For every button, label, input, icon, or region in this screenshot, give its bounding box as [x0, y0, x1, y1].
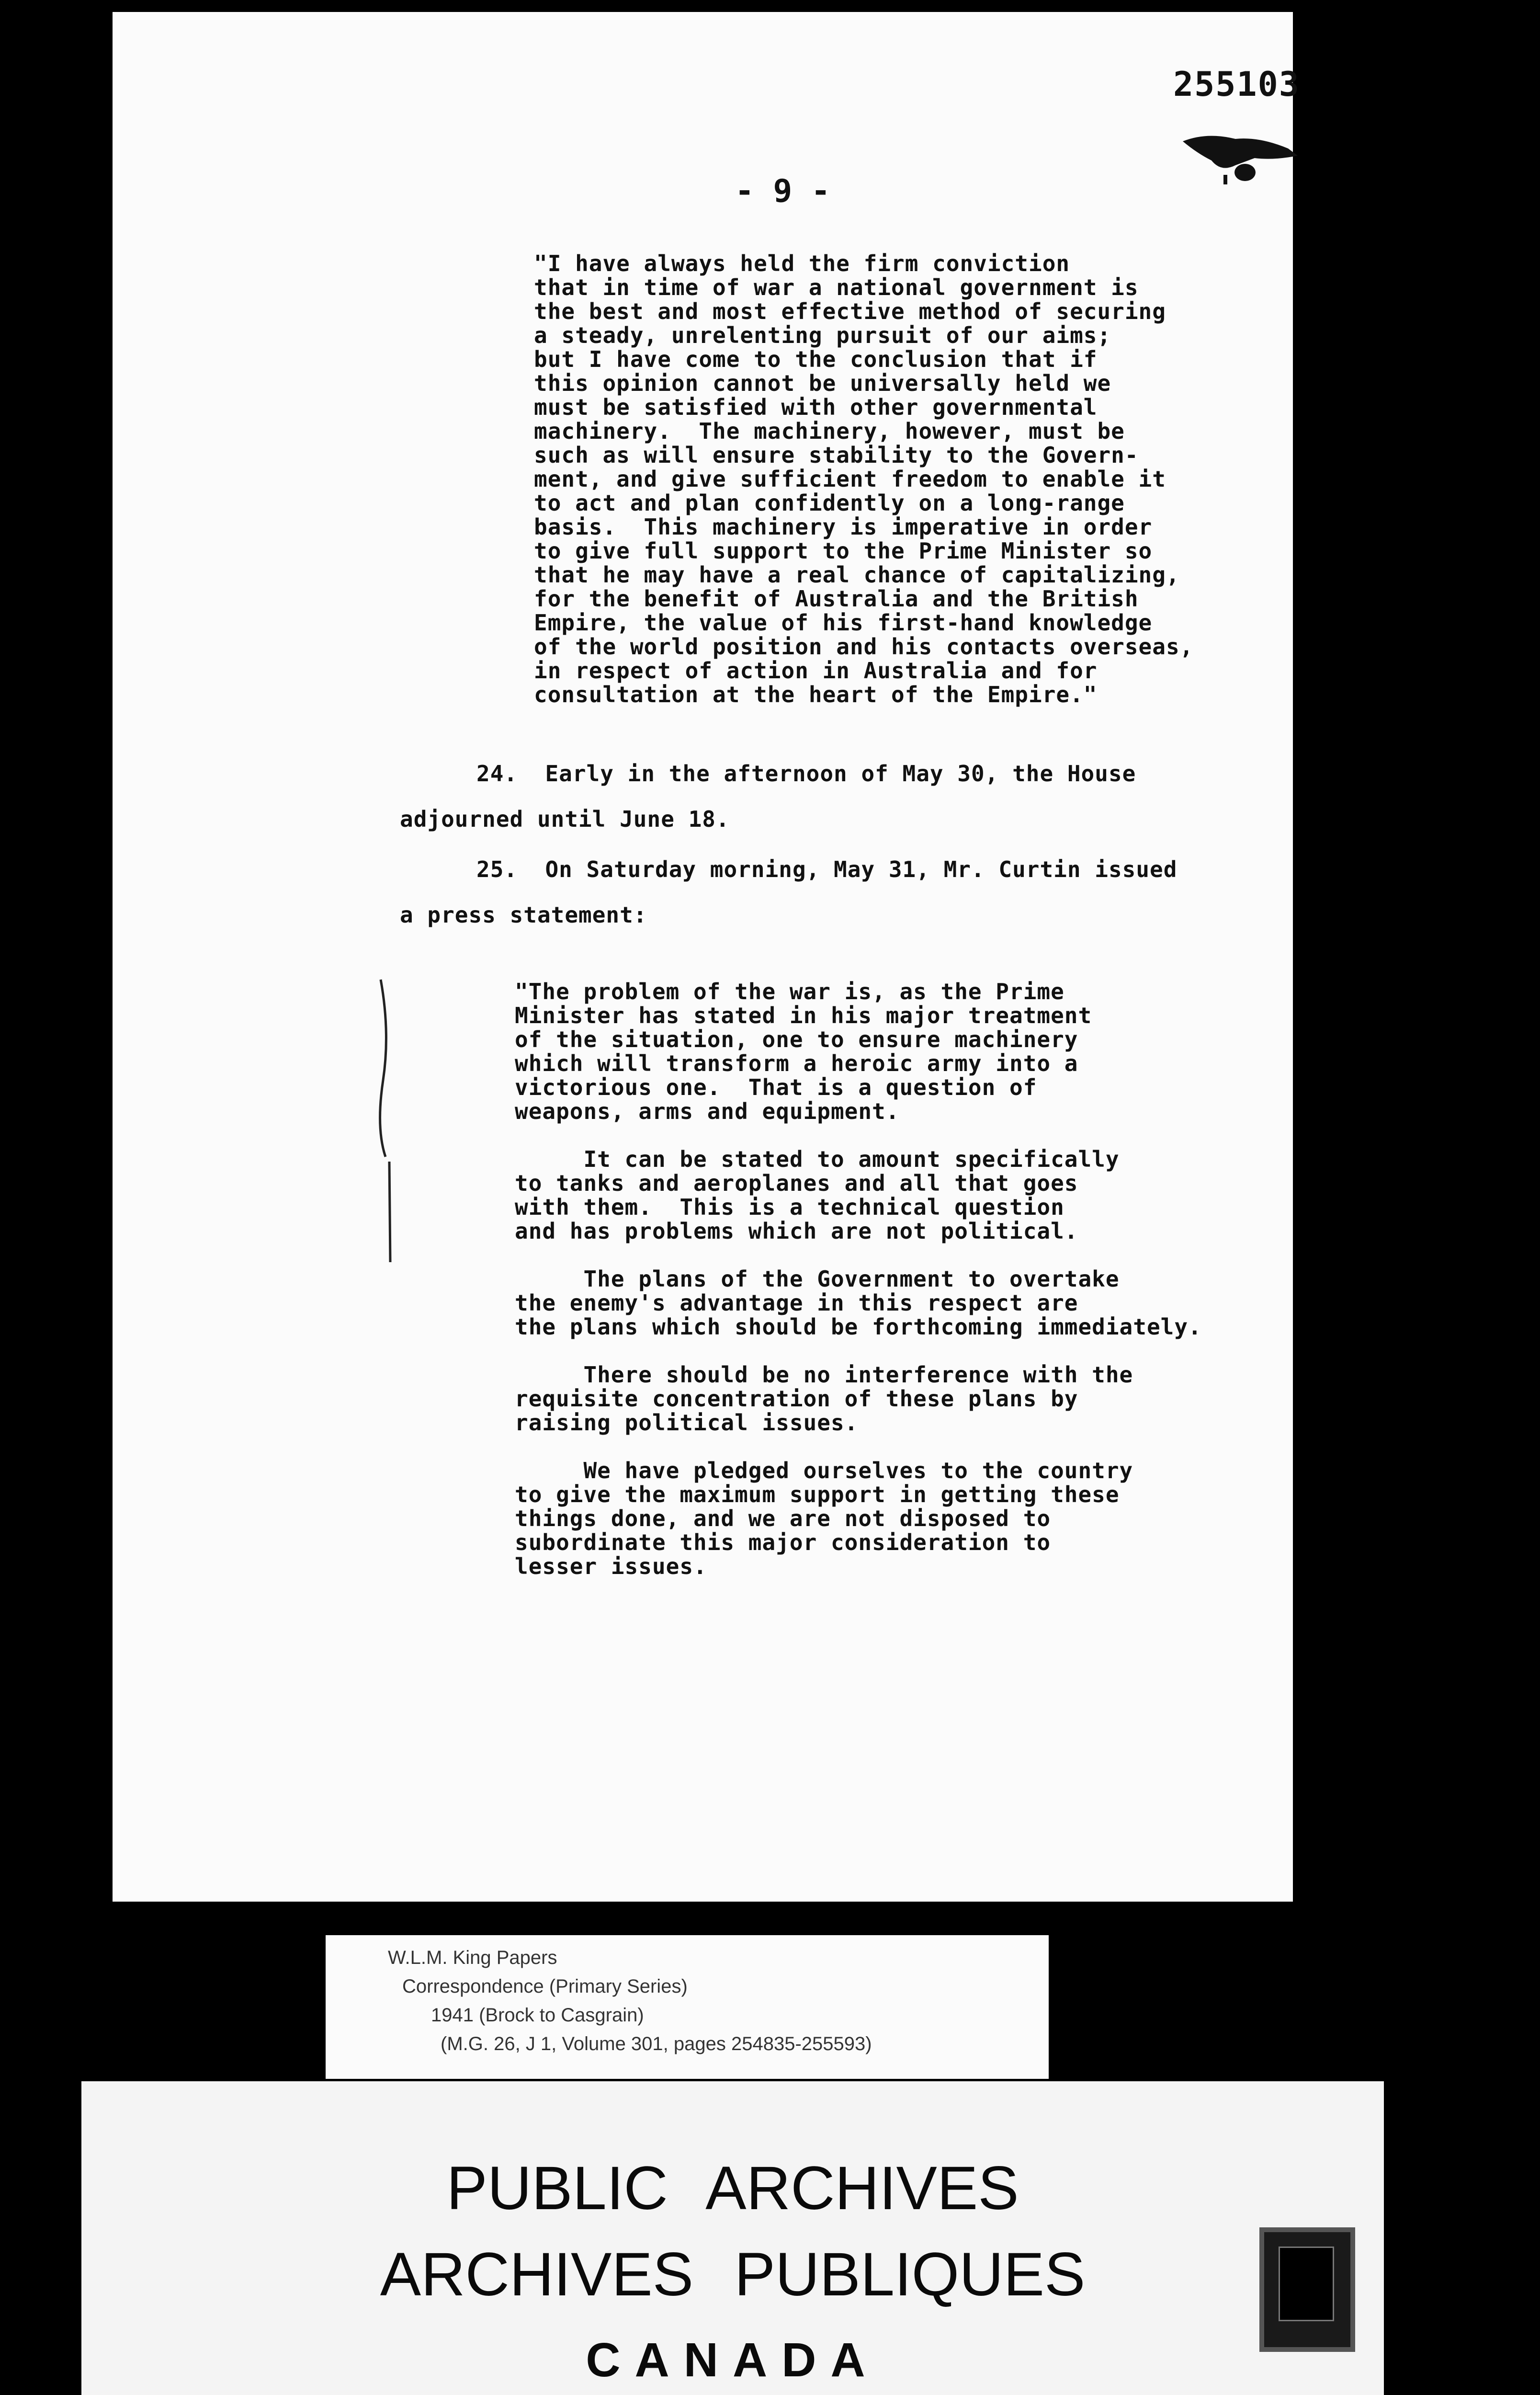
- text-line: in respect of action in Australia and for: [534, 658, 1098, 684]
- text-line: requisite concentration of these plans by: [515, 1386, 1078, 1412]
- text-line: Empire, the value of his first-hand knowledge: [534, 610, 1153, 636]
- text-line: a steady, unrelenting pursuit of our aims;: [534, 322, 1111, 348]
- archive-card: [81, 2081, 1384, 2395]
- text-line: "The problem of the war is, as the Prime: [515, 979, 1064, 1004]
- text-line: of the world position and his contacts overseas,: [534, 634, 1194, 660]
- text-line: consultation at the heart of the Empire.": [534, 682, 1098, 707]
- text-line: [515, 1339, 1202, 1363]
- paragraph-25-line-2: a press statement:: [400, 902, 647, 928]
- paragraph-24-line-1: 24. Early in the afternoon of May 30, the House: [476, 761, 1136, 787]
- text-line: to give the maximum support in getting these: [515, 1482, 1120, 1507]
- paragraph-24-line-2: adjourned until June 18.: [400, 806, 730, 832]
- text-line: There should be no interference with the: [515, 1362, 1133, 1388]
- catalog-label: [326, 1935, 1049, 2079]
- text-line: that he may have a real chance of capitalizing,: [534, 562, 1180, 588]
- label-line-4: (M.G. 26, J 1, Volume 301, pages 254835-255593): [441, 2033, 872, 2054]
- text-line: and has problems which are not political.: [515, 1218, 1078, 1244]
- archive-title-en: PUBLIC ARCHIVES: [446, 2154, 1019, 2223]
- text-line: the plans which should be forthcoming immediately.: [515, 1314, 1202, 1340]
- text-line: raising political issues.: [515, 1410, 859, 1436]
- label-line-3: 1941 (Brock to Casgrain): [431, 2005, 644, 2026]
- label-line-1: W.L.M. King Papers: [388, 1947, 557, 1968]
- text-line: must be satisfied with other governmental: [534, 394, 1098, 420]
- stamp-number: 255103: [1173, 65, 1300, 104]
- text-line: lesser issues.: [515, 1553, 707, 1579]
- text-line: the enemy's advantage in this respect are: [515, 1290, 1078, 1316]
- text-line: the best and most effective method of securing: [534, 298, 1166, 324]
- text-line: ment, and give sufficient freedom to enable it: [534, 466, 1166, 492]
- text-line: to act and plan confidently on a long-range: [534, 490, 1125, 516]
- paragraph-25-line-1: 25. On Saturday morning, May 31, Mr. Curtin issued: [476, 856, 1178, 882]
- text-line: that in time of war a national government is: [534, 274, 1139, 300]
- text-line: but I have come to the conclusion that if: [534, 346, 1098, 372]
- text-line: for the benefit of Australia and the British: [534, 586, 1139, 612]
- page-number: - 9 -: [735, 172, 830, 209]
- text-line: [515, 1123, 1202, 1147]
- text-line: to tanks and aeroplanes and all that goes: [515, 1170, 1078, 1196]
- text-line: It can be stated to amount specifically: [515, 1146, 1120, 1172]
- text-line: machinery. The machinery, however, must be: [534, 418, 1125, 444]
- text-line: which will transform a heroic army into a: [515, 1050, 1078, 1076]
- text-line: things done, and we are not disposed to: [515, 1505, 1051, 1531]
- archive-title-fr: ARCHIVES PUBLIQUES: [380, 2240, 1086, 2309]
- text-line: to give full support to the Prime Minister so: [534, 538, 1153, 564]
- quote-block-1: [534, 251, 1193, 707]
- text-line: [515, 1435, 1202, 1459]
- text-line: basis. This machinery is imperative in order: [534, 514, 1153, 540]
- label-line-2: Correspondence (Primary Series): [402, 1976, 688, 1997]
- text-line: Minister has stated in his major treatment: [515, 1003, 1092, 1028]
- text-line: subordinate this major consideration to: [515, 1529, 1051, 1555]
- text-line: [515, 1243, 1202, 1267]
- ink-blot: [1178, 127, 1302, 184]
- text-line: We have pledged ourselves to the country: [515, 1458, 1133, 1483]
- archive-country: CANADA: [586, 2333, 880, 2387]
- text-line: The plans of the Government to overtake: [515, 1266, 1120, 1292]
- text-line: this opinion cannot be universally held we: [534, 370, 1111, 396]
- text-line: "I have always held the firm conviction: [534, 251, 1070, 276]
- text-line: victorious one. That is a question of: [515, 1074, 1037, 1100]
- text-line: of the situation, one to ensure machinery: [515, 1026, 1078, 1052]
- document-page: [113, 12, 1300, 1902]
- text-line: with them. This is a technical question: [515, 1194, 1064, 1220]
- text-line: weapons, arms and equipment.: [515, 1098, 900, 1124]
- text-line: such as will ensure stability to the Govern-: [534, 442, 1139, 468]
- binder-clip: [1259, 2227, 1355, 2352]
- binder-clip-window: [1279, 2247, 1334, 2321]
- margin-mark: [366, 975, 395, 1262]
- quote-block-2: [515, 980, 1202, 1578]
